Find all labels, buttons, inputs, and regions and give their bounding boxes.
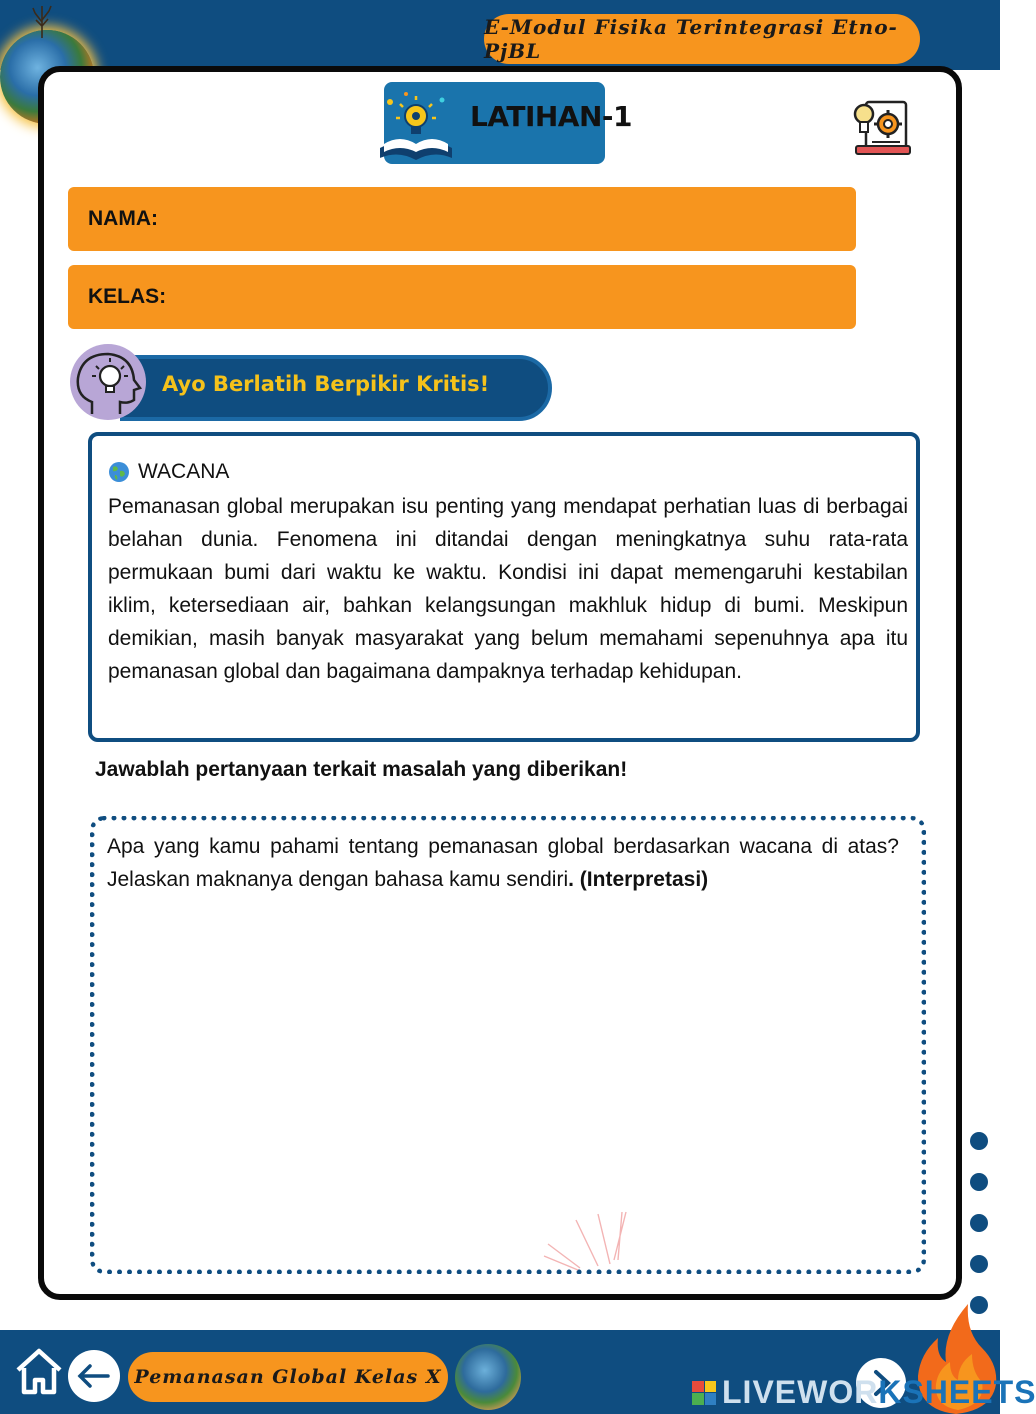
reading-passage-body: Pemanasan global merupakan isu penting yang mendapat perhatian luas di berbagai belahan dunia. Fenomena ini ditandai dengan meningkatnya suhu rata-rata permukaan bumi dari waktu ke waktu. Kondisi ini dapat memengaruhi kestabilan iklim, ketersediaan air, bahkan kelangsungan makhluk hidup di bumi. Meskipun demikian, masih banyak masyarakat yang belum memahami sepenuhnya apa itu pemanasan global dan bagaimana dampaknya terhadap kehidupan.	[108, 495, 908, 683]
tree-icon	[30, 4, 54, 38]
liveworksheets-mark-icon	[692, 1381, 716, 1405]
reading-passage-title	[108, 460, 229, 484]
instruction-text: Jawablah pertanyaan terkait masalah yang diberikan!	[95, 758, 628, 781]
reading-passage-title-text: WACANA	[138, 460, 230, 483]
dot	[970, 1132, 988, 1150]
class-label: KELAS:	[88, 285, 167, 308]
idea-gear-document-icon	[852, 96, 914, 158]
globe-icon	[108, 461, 130, 483]
arrow-left-icon	[68, 1350, 120, 1402]
back-button[interactable]	[68, 1350, 120, 1402]
logo-text-dark: KSHEETS	[878, 1374, 1036, 1410]
head-lightbulb-icon	[62, 340, 152, 424]
topic-title: Pemanasan Global Kelas X	[128, 1352, 448, 1402]
exercise-title: LATIHAN-1	[470, 100, 632, 133]
earth-in-hands-icon	[455, 1344, 521, 1410]
name-field[interactable]	[68, 187, 856, 251]
logo-text-light: LIVEWOR	[722, 1374, 879, 1410]
dot	[970, 1255, 988, 1273]
module-title: E-Modul Fisika Terintegrasi Etno-PjBL	[484, 14, 920, 64]
name-label: NAMA:	[88, 207, 158, 230]
dot	[970, 1173, 988, 1191]
dot	[970, 1214, 988, 1232]
question-text	[107, 830, 899, 896]
question-skill-tag: . (Interpretasi)	[568, 868, 709, 891]
home-icon[interactable]	[14, 1346, 64, 1396]
liveworksheets-logo	[692, 1374, 1036, 1411]
answer-input-area[interactable]	[110, 904, 906, 1260]
banner-text: Ayo Berlatih Berpikir Kritis!	[162, 372, 490, 396]
class-field[interactable]	[68, 265, 856, 329]
decorative-lines	[540, 1210, 630, 1270]
open-book-lightbulb-icon	[376, 88, 456, 164]
question-body: Apa yang kamu pahami tentang pemanasan global berdasarkan wacana di atas? Jelaskan maknanya dengan bahasa kamu sendiri	[107, 835, 899, 891]
